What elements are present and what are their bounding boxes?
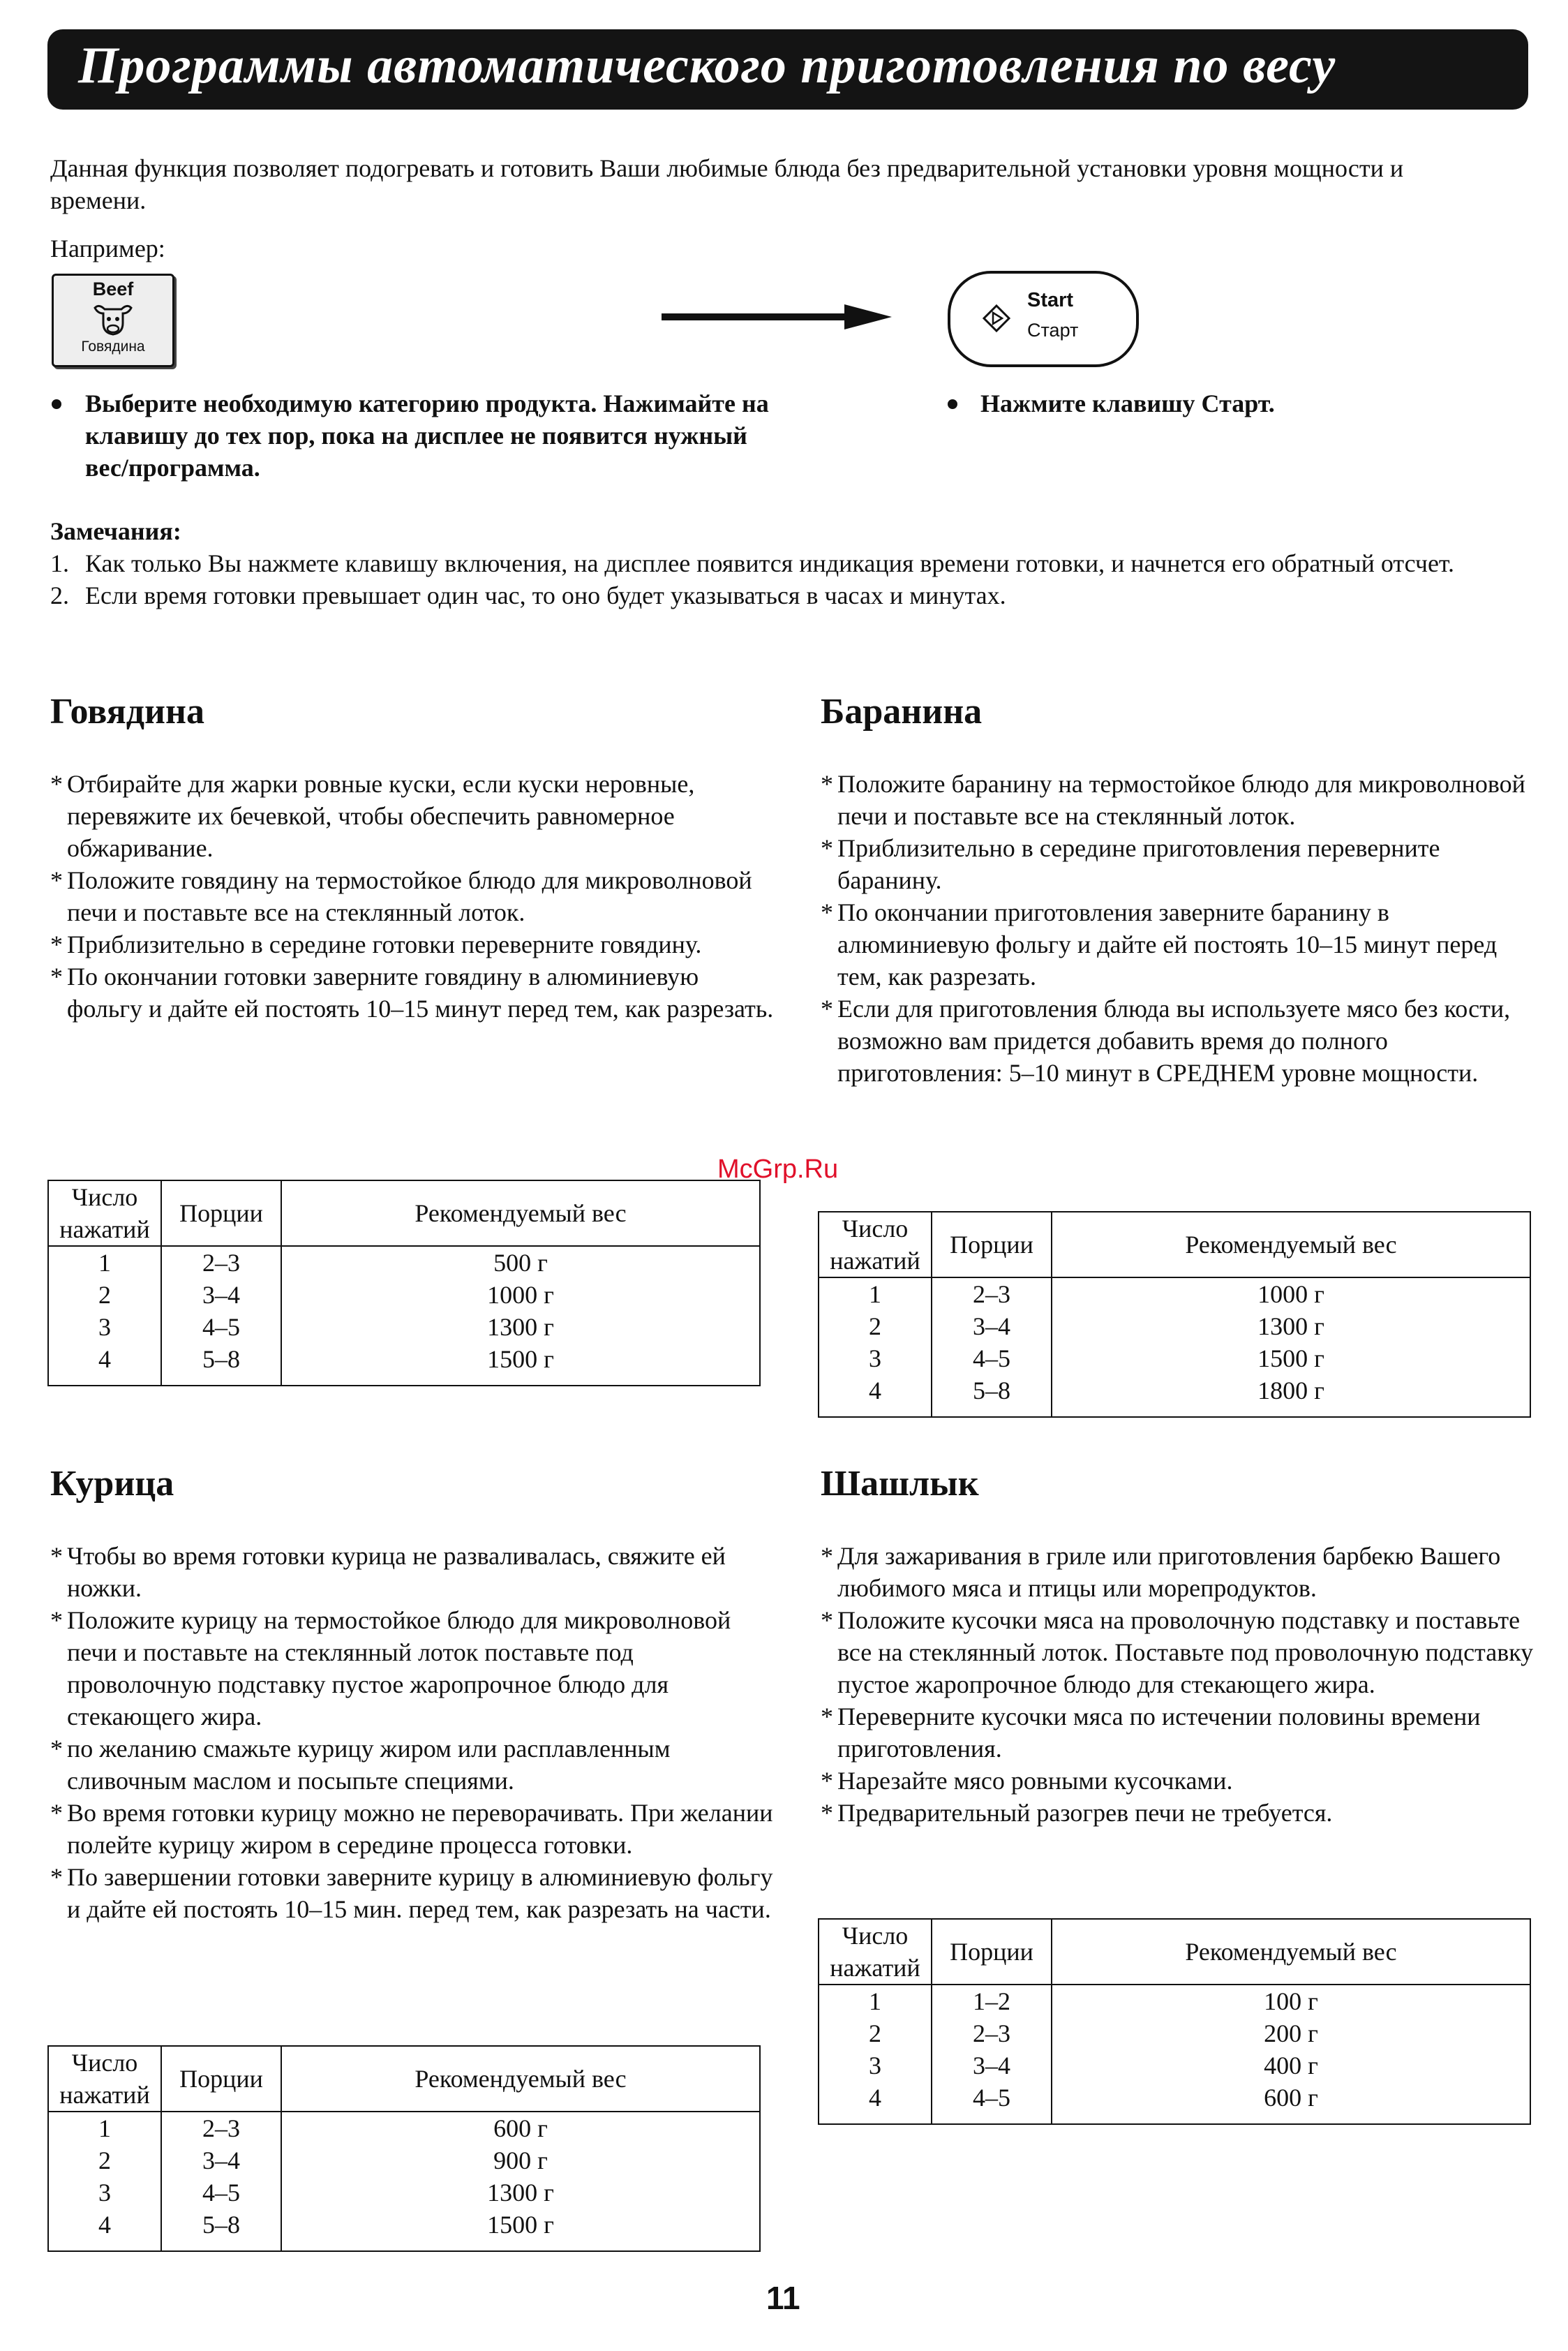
weight-table bbox=[819, 1212, 1530, 1416]
asterisk-icon: * bbox=[50, 1735, 63, 1763]
cell-weight: 1800 г bbox=[1052, 1374, 1530, 1407]
table-row bbox=[49, 1246, 759, 1279]
weight-table bbox=[49, 2047, 759, 2250]
notes-list bbox=[50, 547, 1516, 611]
cell-weight: 600 г bbox=[1052, 2082, 1530, 2114]
weight-table-chicken bbox=[47, 2045, 761, 2252]
asterisk-icon: * bbox=[821, 1542, 833, 1570]
list-item bbox=[821, 832, 1546, 896]
section-title-kebab: Шашлык bbox=[821, 1464, 979, 1504]
table-header-row bbox=[819, 1920, 1530, 1985]
section-title-lamb: Баранина bbox=[821, 692, 983, 732]
asterisk-icon: * bbox=[821, 834, 833, 862]
cell-weight: 1300 г bbox=[281, 1311, 759, 1343]
asterisk-icon: * bbox=[821, 1767, 833, 1795]
list-item-text: Предварительный разогрев печи не требуется. bbox=[837, 1799, 1333, 1827]
asterisk-icon: * bbox=[50, 1863, 63, 1891]
asterisk-icon: * bbox=[50, 1799, 63, 1827]
list-item bbox=[50, 1797, 776, 1861]
cow-icon bbox=[92, 301, 134, 337]
start-diamond-icon bbox=[983, 304, 1010, 332]
list-item-text: Для зажаривания в гриле или приготовления барбекю Вашего любимого мяса и птицы или морепродуктов. bbox=[837, 1542, 1501, 1602]
list-item bbox=[821, 1604, 1546, 1700]
cell-presses: 4 bbox=[869, 1377, 881, 1404]
weight-table-kebab bbox=[818, 1918, 1531, 2125]
weight-table bbox=[49, 1181, 759, 1385]
cell-weight: 900 г bbox=[281, 2144, 759, 2176]
note-item bbox=[50, 547, 1516, 579]
cell-portions: 5–8 bbox=[932, 1374, 1052, 1407]
instruction-press-start: Нажмите клавишу Старт. bbox=[980, 390, 1275, 417]
section-title-chicken: Курица bbox=[50, 1464, 174, 1504]
beef-key-label-en: Beef bbox=[92, 279, 134, 299]
column-header-portions: Порции bbox=[161, 2047, 281, 2112]
list-item bbox=[821, 993, 1546, 1089]
table-padding-row bbox=[819, 2114, 1530, 2123]
weight-table bbox=[819, 1920, 1530, 2123]
list-item bbox=[50, 1604, 776, 1733]
table-row bbox=[819, 1310, 1530, 1342]
column-header-portions: Порции bbox=[161, 1181, 281, 1246]
list-item bbox=[50, 1733, 776, 1797]
table-row bbox=[819, 2017, 1530, 2049]
list-item-text: Положите говядину на термостойкое блюдо для микроволновой печи и поставьте все на стеклянный лоток. bbox=[67, 866, 752, 926]
cell-weight: 100 г bbox=[1052, 1985, 1530, 2017]
cell-weight: 1000 г bbox=[1052, 1277, 1530, 1310]
cell-portions: 2–3 bbox=[161, 1246, 281, 1279]
start-key-button[interactable] bbox=[948, 271, 1139, 367]
list-item bbox=[821, 1540, 1546, 1604]
beef-key-label-ru: Говядина bbox=[81, 339, 145, 355]
note-item bbox=[50, 579, 1516, 611]
list-item-text: Положите баранину на термостойкое блюдо для микроволновой печи и поставьте все на стеклянный лоток. bbox=[837, 770, 1525, 830]
asterisk-icon: * bbox=[821, 1606, 833, 1634]
list-item-text: Во время готовки курицу можно не переворачивать. При желании полейте курицу жиром в середине процесса готовки. bbox=[67, 1799, 773, 1859]
table-padding-row bbox=[819, 1407, 1530, 1416]
table-padding-cell bbox=[281, 2241, 759, 2250]
list-item bbox=[821, 1700, 1546, 1765]
section-items-lamb bbox=[821, 768, 1546, 1089]
bullet-icon bbox=[948, 399, 957, 409]
list-item-text: Отбирайте для жарки ровные куски, если куски неровные, перевяжите их бечевкой, чтобы обеспечить равномерное обжаривание. bbox=[67, 770, 695, 862]
cell-weight: 1300 г bbox=[281, 2176, 759, 2209]
cell-weight: 400 г bbox=[1052, 2049, 1530, 2082]
asterisk-icon: * bbox=[50, 1606, 63, 1634]
cell-presses: 4 bbox=[98, 1345, 111, 1373]
note-number: 1. bbox=[50, 549, 69, 577]
cell-portions: 1–2 bbox=[932, 1985, 1052, 2017]
table-row bbox=[819, 1985, 1530, 2017]
asterisk-icon: * bbox=[821, 995, 833, 1023]
weight-table-lamb bbox=[818, 1211, 1531, 1418]
cell-weight: 200 г bbox=[1052, 2017, 1530, 2049]
weight-table-beef bbox=[47, 1180, 761, 1386]
cell-presses: 1 bbox=[869, 1987, 881, 2015]
table-row bbox=[49, 2144, 759, 2176]
cell-presses: 3 bbox=[98, 1313, 111, 1341]
list-item-text: Приблизительно в середине приготовления переверните баранину. bbox=[837, 834, 1440, 894]
cell-portions: 3–4 bbox=[161, 1279, 281, 1311]
table-padding-cell bbox=[932, 1407, 1052, 1416]
cell-weight: 1500 г bbox=[1052, 1342, 1530, 1374]
table-padding-cell bbox=[932, 2114, 1052, 2123]
cell-portions: 4–5 bbox=[932, 2082, 1052, 2114]
watermark-link[interactable]: McGrp.Ru bbox=[717, 1155, 839, 1184]
cell-portions: 4–5 bbox=[161, 1311, 281, 1343]
cell-portions: 3–4 bbox=[161, 2144, 281, 2176]
section-title-beef: Говядина bbox=[50, 692, 204, 732]
list-item bbox=[821, 1797, 1546, 1829]
table-padding-cell bbox=[1052, 2114, 1530, 2123]
asterisk-icon: * bbox=[50, 963, 63, 991]
example-label: Например: bbox=[50, 235, 165, 262]
instruction-select-category: Выберите необходимую категорию продукта. Нажимайте на клавишу до тех пор, пока на дисплее не появится нужный вес/программа. bbox=[85, 390, 769, 482]
table-row bbox=[49, 1279, 759, 1311]
column-header-portions: Порции bbox=[932, 1212, 1052, 1277]
column-header-portions: Порции bbox=[932, 1920, 1052, 1985]
cell-weight: 600 г bbox=[281, 2112, 759, 2144]
column-header-presses: Число нажатий bbox=[819, 1920, 932, 1985]
list-item-text: Если для приготовления блюда вы используете мясо без кости, возможно вам придется добавить время до полного приготовления: 5–10 минут в СРЕДНЕМ уровне мощности. bbox=[837, 995, 1511, 1087]
list-item-text: Нарезайте мясо ровными кусочками. bbox=[837, 1767, 1233, 1795]
cell-presses: 1 bbox=[98, 1249, 111, 1277]
column-header-weight: Рекомендуемый вес bbox=[281, 1181, 759, 1246]
list-item bbox=[50, 928, 776, 961]
cell-portions: 2–3 bbox=[932, 2017, 1052, 2049]
cell-weight: 1300 г bbox=[1052, 1310, 1530, 1342]
table-padding-cell bbox=[49, 1375, 161, 1385]
cell-presses: 1 bbox=[869, 1280, 881, 1308]
cell-portions: 5–8 bbox=[161, 1343, 281, 1375]
table-padding-cell bbox=[1052, 1407, 1530, 1416]
cell-presses: 1 bbox=[98, 2114, 111, 2142]
table-padding-row bbox=[49, 1375, 759, 1385]
table-row bbox=[49, 2112, 759, 2144]
table-row bbox=[49, 1311, 759, 1343]
table-padding-row bbox=[49, 2241, 759, 2250]
cell-portions: 2–3 bbox=[161, 2112, 281, 2144]
notes-heading: Замечания: bbox=[50, 517, 181, 545]
column-header-presses: Число нажатий bbox=[49, 1181, 161, 1246]
list-item-text: По окончании готовки заверните говядину в алюминиевую фольгу и дайте ей постоять 10–15 минут перед тем, как разрезать. bbox=[67, 963, 774, 1023]
start-key-label-ru: Старт bbox=[1027, 320, 1079, 341]
table-row bbox=[49, 1343, 759, 1375]
table-row bbox=[819, 2082, 1530, 2114]
beef-key-button[interactable] bbox=[52, 274, 174, 367]
section-items-kebab bbox=[821, 1540, 1546, 1829]
cell-presses: 3 bbox=[98, 2179, 111, 2207]
list-item bbox=[50, 864, 776, 928]
column-header-presses: Число нажатий bbox=[819, 1212, 932, 1277]
table-header-row bbox=[49, 1181, 759, 1246]
intro-text: Данная функция позволяет подогревать и готовить Ваши любимые блюда без предварительной установки уровня мощности и времени. bbox=[50, 154, 1404, 214]
start-key-label-en: Start bbox=[1027, 289, 1074, 311]
cell-presses: 2 bbox=[869, 1312, 881, 1340]
note-text: Если время готовки превышает один час, то оно будет указываться в часах и минутах. bbox=[85, 581, 1006, 609]
asterisk-icon: * bbox=[50, 770, 63, 798]
section-items-chicken bbox=[50, 1540, 776, 1925]
cell-presses: 3 bbox=[869, 1344, 881, 1372]
table-padding-cell bbox=[281, 1375, 759, 1385]
list-item-text: Чтобы во время готовки курица не разваливалась, свяжите ей ножки. bbox=[67, 1542, 726, 1602]
note-text: Как только Вы нажмете клавишу включения, на дисплее появится индикация времени готовки, и начнется его обратный отсчет. bbox=[85, 549, 1454, 577]
list-item bbox=[821, 768, 1546, 832]
table-padding-cell bbox=[49, 2241, 161, 2250]
cell-weight: 1500 г bbox=[281, 2209, 759, 2241]
table-row bbox=[49, 2209, 759, 2241]
table-row bbox=[819, 2049, 1530, 2082]
list-item-text: по желанию смажьте курицу жиром или расплавленным сливочным маслом и посыпьте специями. bbox=[67, 1735, 671, 1795]
column-header-weight: Рекомендуемый вес bbox=[281, 2047, 759, 2112]
column-header-weight: Рекомендуемый вес bbox=[1052, 1920, 1530, 1985]
cell-portions: 4–5 bbox=[161, 2176, 281, 2209]
asterisk-icon: * bbox=[50, 930, 63, 958]
table-row bbox=[819, 1374, 1530, 1407]
cell-portions: 4–5 bbox=[932, 1342, 1052, 1374]
list-item bbox=[821, 896, 1546, 993]
cell-presses: 2 bbox=[869, 2019, 881, 2047]
cell-weight: 1000 г bbox=[281, 1279, 759, 1311]
list-item-text: Положите курицу на термостойкое блюдо для микроволновой печи и поставьте на стеклянный лоток поставьте под проволочную подставку пустое жаропрочное блюдо для стекающего жира. bbox=[67, 1606, 731, 1730]
arrow-right-icon bbox=[662, 302, 892, 332]
cell-portions: 3–4 bbox=[932, 2049, 1052, 2082]
list-item bbox=[50, 961, 776, 1025]
cell-presses: 3 bbox=[869, 2052, 881, 2079]
list-item-text: Переверните кусочки мяса по истечении половины времени приготовления. bbox=[837, 1703, 1481, 1763]
section-items-beef bbox=[50, 768, 776, 1025]
list-item bbox=[50, 1540, 776, 1604]
list-item-text: Приблизительно в середине готовки переверните говядину. bbox=[67, 930, 702, 958]
asterisk-icon: * bbox=[821, 1799, 833, 1827]
cell-presses: 2 bbox=[98, 1281, 111, 1309]
cell-weight: 500 г bbox=[281, 1246, 759, 1279]
column-header-presses: Число нажатий bbox=[49, 2047, 161, 2112]
page-title: Программы автоматического приготовления по весу bbox=[78, 37, 1336, 94]
note-number: 2. bbox=[50, 581, 69, 609]
cell-presses: 4 bbox=[98, 2211, 111, 2239]
list-item bbox=[50, 768, 776, 864]
asterisk-icon: * bbox=[821, 770, 833, 798]
table-padding-cell bbox=[161, 1375, 281, 1385]
list-item bbox=[50, 1861, 776, 1925]
page-number: 11 bbox=[766, 2280, 800, 2316]
list-item-text: Положите кусочки мяса на проволочную подставку и поставьте все на стеклянный лоток. Поставьте под проволочную подставку пустое жаропрочное блюдо для стекающего жира. bbox=[837, 1606, 1534, 1698]
bullet-icon bbox=[52, 399, 61, 409]
asterisk-icon: * bbox=[821, 1703, 833, 1730]
table-row bbox=[819, 1342, 1530, 1374]
asterisk-icon: * bbox=[821, 898, 833, 926]
table-padding-cell bbox=[819, 2114, 932, 2123]
table-header-row bbox=[49, 2047, 759, 2112]
table-header-row bbox=[819, 1212, 1530, 1277]
cell-weight: 1500 г bbox=[281, 1343, 759, 1375]
cell-portions: 3–4 bbox=[932, 1310, 1052, 1342]
asterisk-icon: * bbox=[50, 1542, 63, 1570]
cell-presses: 2 bbox=[98, 2146, 111, 2174]
table-padding-cell bbox=[161, 2241, 281, 2250]
cell-presses: 4 bbox=[869, 2084, 881, 2112]
table-row bbox=[49, 2176, 759, 2209]
list-item-text: По окончании приготовления заверните баранину в алюминиевую фольгу и дайте ей постоять 10–15 минут перед тем, как разрезать. bbox=[837, 898, 1498, 991]
table-padding-cell bbox=[819, 1407, 932, 1416]
column-header-weight: Рекомендуемый вес bbox=[1052, 1212, 1530, 1277]
list-item-text: По завершении готовки заверните курицу в алюминиевую фольгу и дайте ей постоять 10–15 мин. перед тем, как разрезать на части. bbox=[67, 1863, 773, 1923]
table-row bbox=[819, 1277, 1530, 1310]
cell-portions: 2–3 bbox=[932, 1277, 1052, 1310]
asterisk-icon: * bbox=[50, 866, 63, 894]
cell-portions: 5–8 bbox=[161, 2209, 281, 2241]
list-item bbox=[821, 1765, 1546, 1797]
